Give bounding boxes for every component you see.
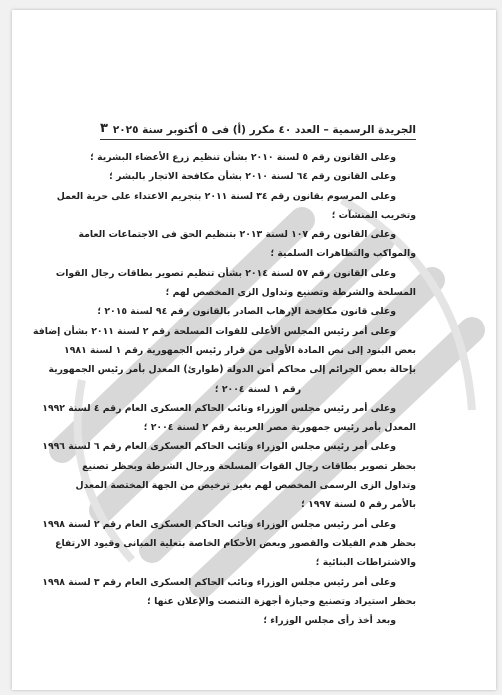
paragraph <box>100 611 416 630</box>
paragraph <box>42 399 416 438</box>
text-line: والاشتراطات البنائية ؛ <box>315 557 416 569</box>
document-body <box>32 148 416 630</box>
paragraph <box>56 187 416 226</box>
text-line: وتخريب المنشآت ؛ <box>331 209 416 221</box>
text-line: وعلى أمر رئيس مجلس الوزراء ونائب الحاكم العسكرى العام رقم ٢ لسنة ١٩٩٨ <box>42 518 396 530</box>
text-line: وعلى أمر رئيس مجلس الوزراء ونائب الحاكم العسكرى العام رقم ٣ لسنة ١٩٩٨ <box>42 576 396 588</box>
page-number: ٣ <box>100 121 108 136</box>
text-line: وعلى المرسوم بقانون رقم ٣٤ لسنة ٢٠١١ بتجريم الاعتداء على حرية العمل <box>56 190 396 202</box>
text-line: بالأمر رقم ٥ لسنة ١٩٩٧ ؛ <box>301 499 416 511</box>
text-line: بحظر هدم الفيلات والقصور وبعض الأحكام الخاصة بتعلية المبانى وقيود الارتفاع <box>55 537 416 549</box>
text-line: بإحالة بعض الجرائم إلى محاكم أمن الدولة (طوارئ) المعدل بأمر رئيس الجمهورية <box>48 364 416 376</box>
text-line: وعلى القانون رقم ٥ لسنة ٢٠١٠ بشأن تنظيم زرع الأعضاء البشرية ؛ <box>90 152 396 163</box>
text-line: وعلى أمر رئيس المجلس الأعلى للقوات المسلحة رقم ٢ لسنة ٢٠١١ بشأن إضافة <box>32 325 396 337</box>
text-line: بحظر استيراد وتصنيع وحيازة أجهزة التنصت والإعلان عنها ؛ <box>147 595 416 607</box>
text-line: وبعد أخذ رأى مجلس الوزراء ؛ <box>263 615 396 627</box>
text-line: بحظر تصوير بطاقات رجال القوات المسلحة ورجال الشرطة وبحظر تصنيع <box>82 460 416 472</box>
page-header <box>100 116 416 140</box>
text-line: وتداول الزى الرسمى المخصص لهم بغير ترخيص من الجهة المختصة المعدل <box>75 480 416 492</box>
text-line: وعلى قانون مكافحة الإرهاب الصادر بالقانون رقم ٩٤ لسنة ٢٠١٥ ؛ <box>97 306 396 318</box>
document-page <box>12 10 496 690</box>
paragraph <box>32 322 416 399</box>
paragraph <box>42 573 416 612</box>
header-title: الجريدة الرسمية – العدد ٤٠ مكرر (أ) فى ٥ أكتوبر سنة ٢٠٢٥ <box>112 124 416 136</box>
text-line: وعلى أمر رئيس مجلس الوزراء ونائب الحاكم العسكرى العام رقم ٤ لسنة ١٩٩٢ <box>42 402 396 414</box>
paragraph <box>78 225 416 264</box>
text-line: والمواكب والتظاهرات السلمية ؛ <box>270 248 416 260</box>
paragraph <box>100 167 416 186</box>
paragraph <box>42 515 416 573</box>
paragraph <box>90 148 416 167</box>
text-line: وعلى القانون رقم ١٠٧ لسنة ٢٠١٣ بتنظيم الحق فى الاجتماعات العامة <box>78 229 396 241</box>
text-line: المعدل بأمر رئيس جمهورية مصر العربية رقم ٢ لسنة ٢٠٠٤ ؛ <box>143 422 416 434</box>
text-line: المسلحة والشرطة وتصنيع وتداول الزى المخصص لهم ؛ <box>165 287 416 299</box>
text-line: وعلى القانون رقم ٦٤ لسنة ٢٠١٠ بشأن مكافحة الاتجار بالبشر ؛ <box>109 171 396 183</box>
text-line: بعض البنود إلى نص المادة الأولى من قرار رئيس الجمهورية رقم ١ لسنة ١٩٨١ <box>64 344 416 356</box>
text-line: رقم ١ لسنة ٢٠٠٤ ؛ <box>214 383 302 395</box>
paragraph <box>97 302 416 321</box>
paragraph <box>55 264 416 303</box>
paragraph <box>42 437 416 514</box>
text-line: وعلى أمر رئيس مجلس الوزراء ونائب الحاكم العسكرى العام رقم ٦ لسنة ١٩٩٦ <box>42 441 396 453</box>
text-line: وعلى القانون رقم ٥٧ لسنة ٢٠١٤ بشأن تنظيم تصوير بطاقات رجال القوات <box>55 267 396 279</box>
